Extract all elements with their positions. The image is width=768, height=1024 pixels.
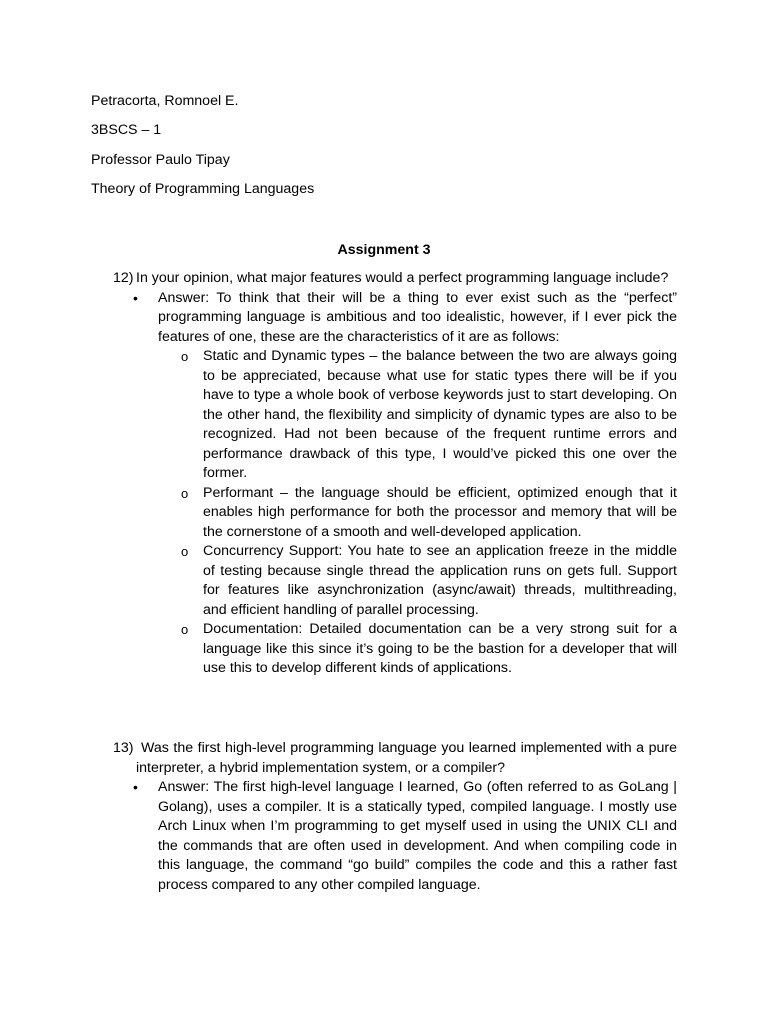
- answer-item: [113, 289, 677, 348]
- question-number: 12): [113, 270, 134, 286]
- course-name: Theory of Programming Languages: [91, 180, 315, 197]
- question-text: Was the first high-level programming language you learned implemented with a pure interpreter, a hybrid implementation system, or a compiler?: [136, 740, 677, 776]
- feature-item: [113, 542, 677, 620]
- answer-text: Answer: To think that their will be a thing to ever exist such as the “perfect” programming language is ambitious and too idealistic, however, if I ever pick the features of one, these are the characteristics of it are as follows:: [158, 289, 677, 345]
- answer-item: [113, 778, 677, 895]
- bullet-icon: •: [133, 779, 138, 795]
- feature-text: Documentation: Detailed documentation can be a very strong suit for a language like this since it’s going to be the bastion for a developer that will use this to develop different kinds of applications.: [203, 621, 677, 676]
- question-13: [113, 739, 677, 895]
- feature-item: [113, 347, 677, 484]
- circle-bullet-icon: o: [181, 544, 189, 559]
- assignment-title: Assignment 3: [337, 242, 431, 258]
- circle-bullet-icon: o: [181, 349, 189, 364]
- circle-bullet-icon: o: [181, 622, 189, 637]
- feature-item: [113, 620, 677, 679]
- feature-text: Static and Dynamic types – the balance between the two are always going to be appreciated, because what use for static types there will be if you have to type a whole book of verbose keywords just to start developing. On the other hand, the flexibility and simplicity of dynamic types are also to be recognized. Had not been because of the frequent runtime errors and performance drawback of this type, I would’ve picked this one over the former.: [203, 348, 677, 481]
- feature-item: [113, 484, 677, 543]
- answer-text: Answer: The first high-level language I learned, Go (often referred to as GoLang | Golang), uses a compiler. It is a statically typed, compiled language. I mostly use Arch Linux when I’m programming to get myself used in using the UNIX CLI and the commands that are often used in development. And when compiling code in this language, the command “go build” compiles the code and this a rather fast process compared to any other compiled language.: [158, 779, 677, 893]
- question-number: 13): [113, 740, 134, 756]
- circle-bullet-icon: o: [181, 485, 189, 501]
- bullet-icon: •: [133, 289, 138, 306]
- professor-name: Professor Paulo Tipay: [91, 151, 230, 168]
- student-name: Petracorta, Romnoel E.: [91, 93, 239, 109]
- question-text: In your opinion, what major features would a perfect programming language include?: [136, 270, 669, 286]
- section-label: 3BSCS – 1: [91, 122, 162, 139]
- question-12: [113, 269, 677, 679]
- feature-text: Performant – the language should be efficient, optimized enough that it enables high performance for both the processor and memory that will be the cornerstone of a smooth and well-developed application.: [203, 484, 677, 540]
- feature-text: Concurrency Support: You hate to see an application freeze in the middle of testing because single thread the application runs on gets full. Support for features like asynchronization (async/await) threads, multithreading, and efficient handling of parallel processing.: [203, 543, 677, 618]
- header-block: [91, 92, 314, 209]
